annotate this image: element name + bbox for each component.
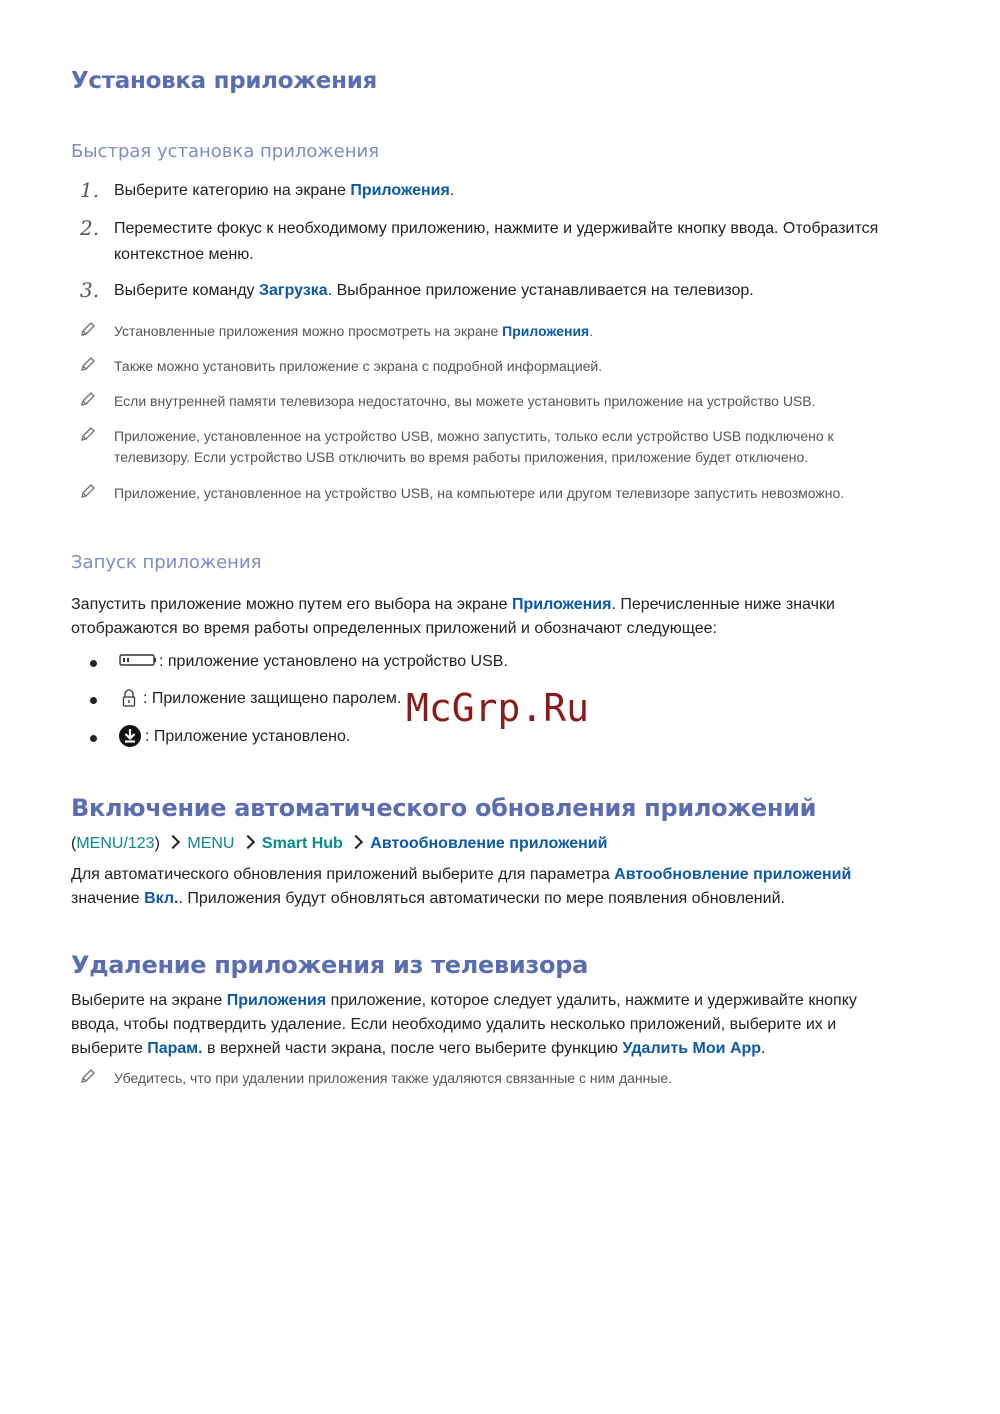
pencil-note-icon (80, 356, 96, 372)
download-link: Загрузка (258, 282, 328, 299)
bullet-installed-text: : Приложение установлено. (145, 728, 351, 745)
step-2-text: Переместите фокус к необходимому приложению, нажмите и удерживайте кнопку ввода. Отобразится контекстное меню. (114, 220, 879, 263)
breadcrumb-smart-hub: Smart Hub (261, 835, 343, 852)
step-number: 1. (80, 178, 100, 202)
subsection-title-launch: Запуск приложения (71, 552, 262, 573)
auto-update-paragraph: Для автоматического обновления приложений выберите для параметра Автообновление приложений значение Вкл.. Приложения будут обновляться автоматически по мере появления обновлений. (71, 866, 852, 907)
apps-link: Приложения (511, 596, 612, 613)
note-text: Установленные приложения можно просмотреть на экране Приложения. (114, 323, 594, 339)
section-title-install: Установка приложения (71, 68, 377, 94)
apps-link: Приложения (350, 182, 450, 199)
chevron-right-icon (241, 835, 255, 849)
chevron-right-icon (349, 835, 363, 849)
pencil-note-icon (80, 391, 96, 407)
section-title-auto-update: Включение автоматического обновления приложений (71, 794, 817, 822)
step-3-text: Выберите команду Загрузка. Выбранное приложение устанавливается на телевизор. (114, 282, 754, 299)
note-text: Если внутренней памяти телевизора недостаточно, вы можете установить приложение на устройство USB. (114, 393, 816, 409)
chevron-right-icon (166, 835, 180, 849)
note-text: Убедитесь, что при удалении приложения также удаляются связанные с ним данные. (114, 1070, 673, 1086)
lock-icon (121, 688, 137, 708)
breadcrumb-auto-update: Автообновление приложений (370, 835, 608, 852)
delete-paragraph: Выберите на экране Приложения приложение, которое следует удалить, нажмите и удерживайте кнопку ввода, чтобы подтвердить удаление. Если необходимо удалить несколько приложений, выберите их и выберите Парам. в верхней части экрана, после чего выберите функцию Удалить Мои App. (71, 992, 857, 1057)
pencil-note-icon (80, 483, 96, 499)
breadcrumb-menu: MENU (187, 835, 235, 852)
pencil-note-icon (80, 1068, 96, 1084)
pencil-note-icon (80, 426, 96, 442)
note-text: Приложение, установленное на устройство USB, можно запустить, только если устройство USB подключено к телевизору. Если устройство USB отключить во время работы приложения, приложение будет отключено. (114, 428, 834, 465)
subsection-title-quick-install: Быстрая установка приложения (71, 141, 380, 162)
watermark: McGrp.Ru (406, 686, 590, 730)
step-1-text: Выберите категорию на экране Приложения. (114, 182, 455, 199)
bullet (90, 735, 97, 742)
breadcrumb-menu123: MENU/123 (76, 835, 155, 852)
bullet-usb-text: : приложение установлено на устройство USB. (159, 653, 508, 670)
installed-download-icon (118, 724, 142, 748)
step-number: 2. (80, 216, 100, 240)
bullet (90, 697, 97, 704)
menu-path-breadcrumb: (MENU/123) MENU Smart Hub Автообновление приложений (71, 835, 608, 852)
step-number: 3. (80, 278, 100, 302)
pencil-note-icon (80, 321, 96, 337)
note-text: Также можно установить приложение с экрана с подробной информацией. (114, 358, 603, 374)
bullet (90, 660, 97, 667)
note-text: Приложение, установленное на устройство USB, на компьютере или другом телевизоре запустить невозможно. (114, 485, 845, 501)
launch-paragraph: Запустить приложение можно путем его выбора на экране Приложения. Перечисленные ниже значки отображаются во время работы определенных приложений и обозначают следующее: (71, 596, 835, 637)
usb-device-icon (119, 653, 157, 667)
bullet-lock-text: : Приложение защищено паролем. (143, 690, 402, 707)
section-title-delete: Удаление приложения из телевизора (71, 951, 589, 979)
